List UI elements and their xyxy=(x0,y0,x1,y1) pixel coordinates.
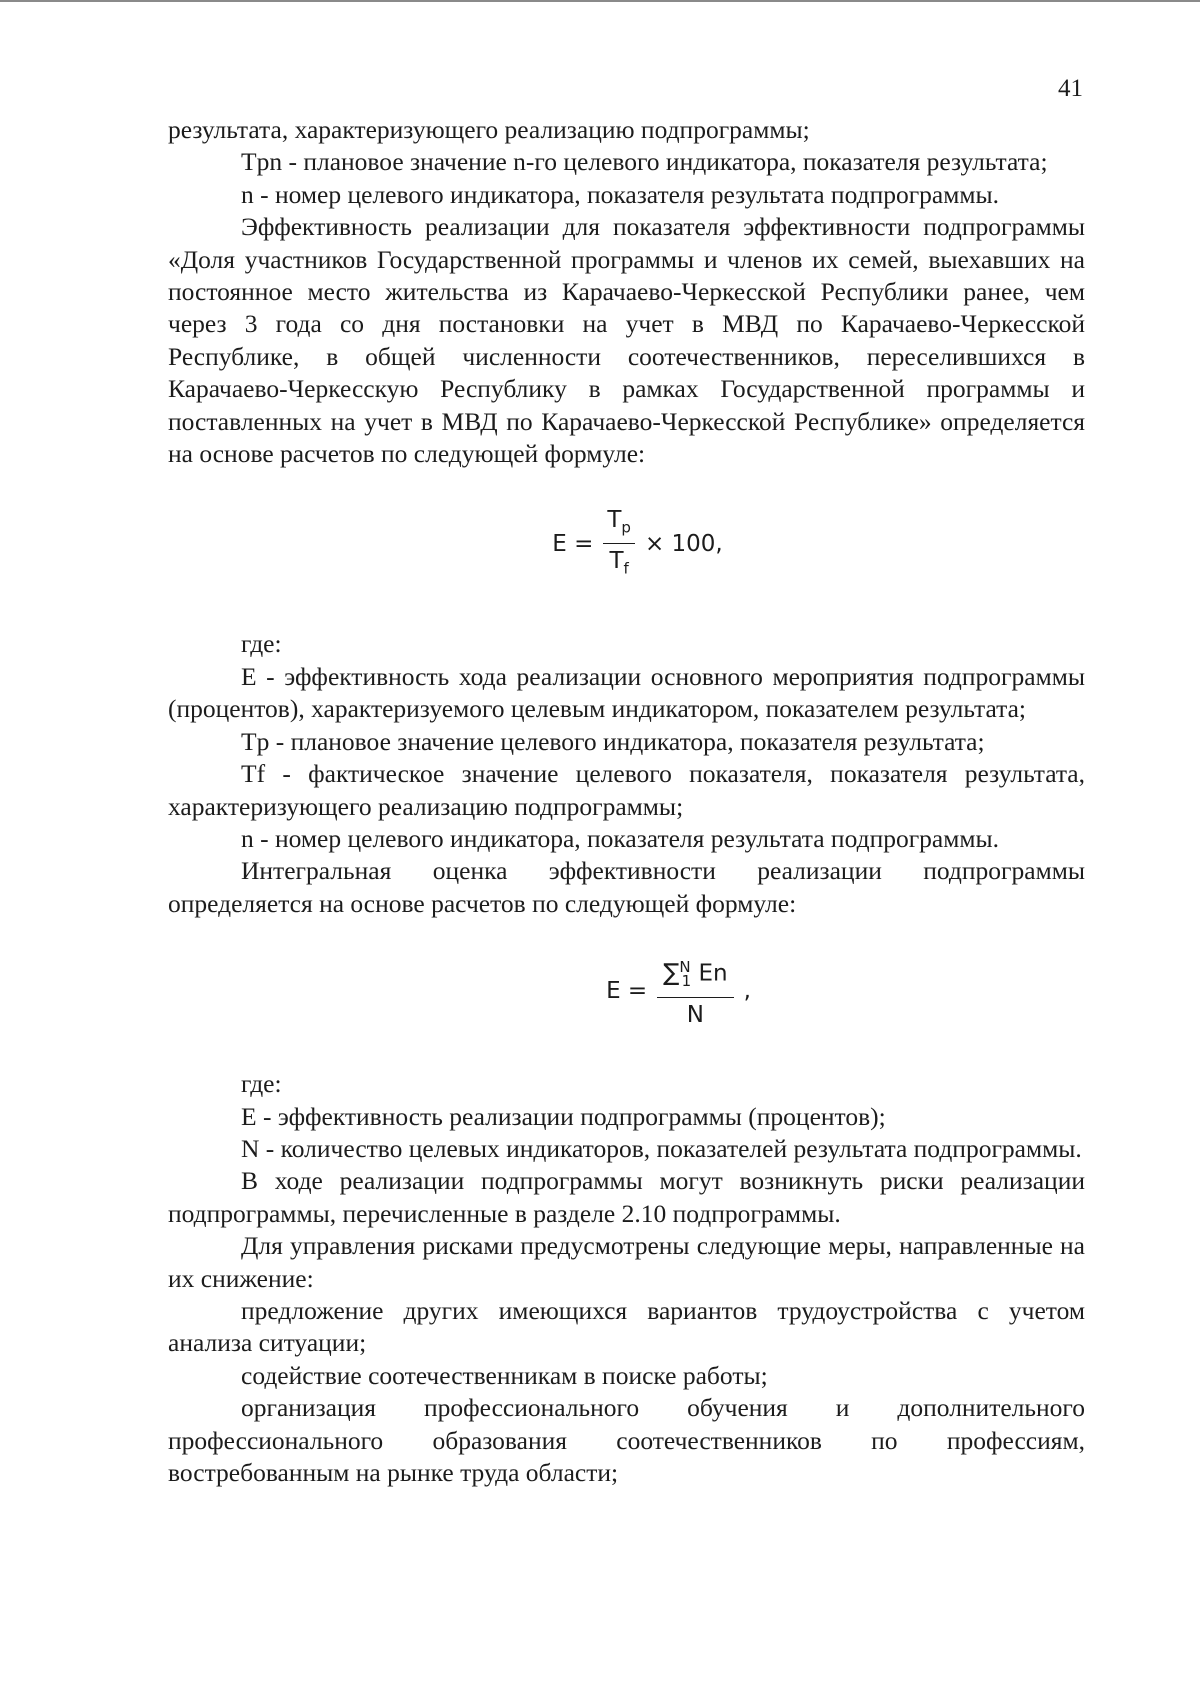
paragraph: где: xyxy=(241,629,282,659)
sum-upper-limit: N xyxy=(679,958,691,976)
paragraph: В ходе реализации подпрограммы могут возникнуть риски реализации подпрограммы, перечисленные в разделе 2.10 подпрограммы. xyxy=(168,1166,1085,1228)
formula-lhs: E = xyxy=(606,977,648,1004)
formula-rhs: × 100, xyxy=(644,531,723,558)
paragraph: Tpn - плановое значение n-го целевого индикатора, показателя результата; xyxy=(241,147,1048,177)
paragraphs-bottom xyxy=(168,1068,1085,1489)
paragraph: E - эффективность реализации подпрограммы (процентов); xyxy=(241,1101,886,1131)
paragraph: N - количество целевых индикаторов, показателей результата подпрограммы. xyxy=(241,1133,1082,1163)
denominator-symbol: T xyxy=(609,548,624,575)
document-body xyxy=(168,114,1085,1489)
sum-lower-limit: 1 xyxy=(681,972,692,991)
sum-term: En xyxy=(691,960,728,987)
paragraphs-mid xyxy=(168,628,1085,920)
page-number: 41 xyxy=(1058,75,1083,102)
paragraph: предложение других имеющихся вариантов трудоустройства с учетом анализа ситуации; xyxy=(168,1295,1085,1358)
formula-numerator xyxy=(603,507,635,545)
paragraph: организация профессионального обучения и дополнительного профессионального образования соотечественников по профессиям, востребованным на рынке труда области; xyxy=(168,1393,1085,1487)
formula-numerator xyxy=(657,954,733,998)
formula-denominator xyxy=(605,544,632,582)
paragraph: Для управления рисками предусмотрены следующие меры, направленные на их снижение: xyxy=(168,1231,1085,1293)
denominator-subscript: f xyxy=(623,560,629,579)
formula-denominator: N xyxy=(686,1002,705,1029)
formula-efficiency xyxy=(168,494,1085,594)
paragraphs-top xyxy=(168,114,1085,470)
numerator-symbol: T xyxy=(607,506,622,533)
paragraph: содействие соотечественникам в поиске работы; xyxy=(241,1360,768,1390)
formula-fraction xyxy=(603,507,635,582)
paragraph: n - номер целевого индикатора, показателя результата подпрограммы. xyxy=(241,179,1000,209)
formula-fraction xyxy=(657,954,733,1028)
formula-integral xyxy=(168,946,1085,1036)
formula-lhs: E = xyxy=(552,531,594,558)
paragraph: где: xyxy=(241,1069,282,1099)
numerator-subscript: p xyxy=(621,518,631,537)
paragraph: Эффективность реализации для показателя эффективности подпрограммы «Доля участников Государственной программы и членов их семей, выехавших на постоянное место жительства из Карачаево-Черкесской Республики ранее, чем через 3 года со дня постановки на учет в МВД по Карачаево-Черкесской Республике, в общей численности соотечественников, переселившихся в Карачаево-Черкесскую Республику в рамках Государственной программы и поставленных на учет в МВД по Карачаево-Черкесской Республике» определяется на основе расчетов по следующей формуле: xyxy=(168,212,1085,469)
paragraph: n - номер целевого индикатора, показателя результата подпрограммы. xyxy=(241,823,1000,853)
paragraph: Интегральная оценка эффективности реализации подпрограммы определяется на основе расчетов по следующей формуле: xyxy=(168,856,1085,918)
paragraph: Tp - плановое значение целевого индикатора, показателя результата; xyxy=(241,726,985,756)
formula-rhs: , xyxy=(743,977,751,1004)
paragraph: Tf - фактическое значение целевого показателя, показателя результата, характеризующего реализацию подпрограммы; xyxy=(168,759,1085,821)
page-top-border xyxy=(0,0,1200,2)
paragraph: E - эффективность хода реализации основного мероприятия подпрограммы (процентов), характеризуемого целевым индикатором, показателем результата; xyxy=(168,661,1085,724)
sum-symbol: ∑ xyxy=(663,958,680,987)
paragraph: результата, характеризующего реализацию подпрограммы; xyxy=(168,115,810,144)
